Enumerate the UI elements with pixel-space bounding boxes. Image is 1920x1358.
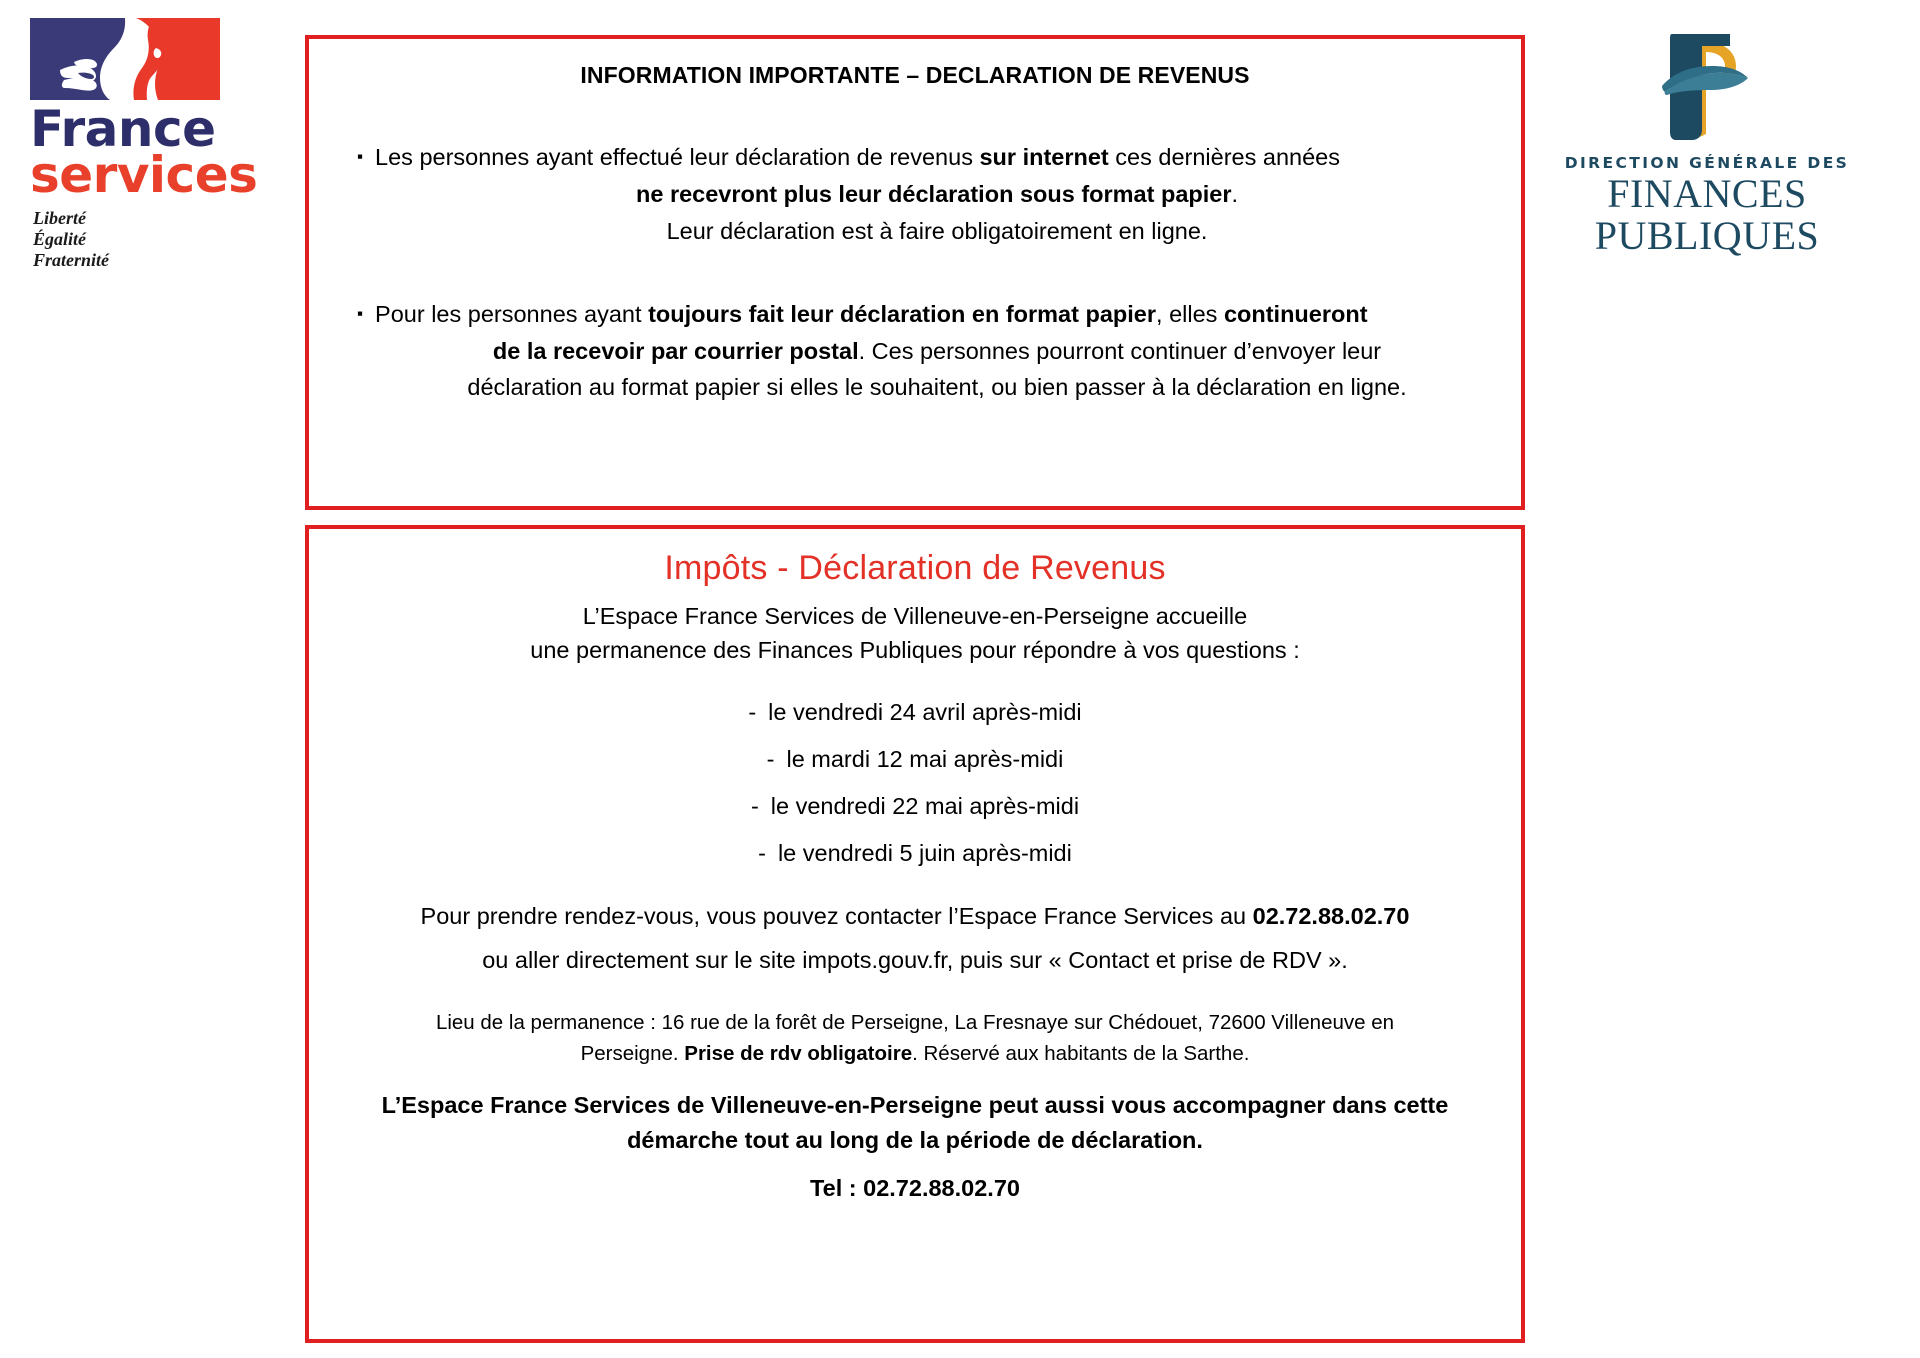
- impots-declaration-box: [305, 525, 1525, 1343]
- dash-marker: -: [748, 699, 757, 726]
- impots-lead-line: L’Espace France Services de Villeneuve-en-Perseigne accueille: [582, 603, 1248, 629]
- motto-fraternite: Fraternité: [33, 250, 110, 271]
- info-bullet-item: [309, 296, 1521, 407]
- marianne-flag-icon: [30, 18, 220, 100]
- dgfip-title: FINANCES PUBLIQUES: [1594, 171, 1820, 258]
- logo-word-france: France: [30, 100, 216, 158]
- info-box-title: INFORMATION IMPORTANTE – DECLARATION DE REVENUS: [580, 62, 1250, 88]
- dgfip-logo: [1512, 20, 1902, 257]
- text-line: de la recevoir par courrier postal. Ces personnes pourront continuer d’envoyer leur: [492, 337, 1382, 364]
- information-importante-box: [305, 35, 1525, 510]
- dgfip-subtitle: DIRECTION GÉNÉRALE DES: [1564, 154, 1850, 172]
- text-line: ou aller directement sur le site impots.gouv.fr, puis sur « Contact et prise de RDV ».: [482, 946, 1348, 973]
- closing-line: démarche tout au long de la période de déclaration.: [627, 1127, 1203, 1154]
- bullet-square-icon: ▪: [357, 147, 364, 166]
- text-line: Lieu de la permanence : 16 rue de la forêt de Perseigne, La Fresnaye sur Chédouet, 72600 Villeneuve en: [435, 1011, 1395, 1035]
- text-line: Les personnes ayant effectué leur déclaration de revenus sur internet ces dernières années: [375, 144, 1340, 170]
- closing-line: L’Espace France Services de Villeneuve-en-Perseigne peut aussi vous accompagner dans cette: [381, 1091, 1449, 1118]
- republic-motto: [33, 208, 260, 272]
- dgfip-fp-monogram-icon: [1632, 20, 1782, 150]
- motto-liberte: Liberté: [33, 208, 86, 228]
- france-services-logo: [30, 18, 260, 272]
- impots-lead-text: [309, 599, 1521, 667]
- dash-marker: -: [766, 746, 775, 773]
- impots-lead-line: une permanence des Finances Publiques pour répondre à vos questions :: [530, 637, 1300, 664]
- date-label: le vendredi 5 juin après-midi: [777, 840, 1072, 867]
- motto-egalite: Égalité: [33, 229, 86, 250]
- text-line: ne recevront plus leur déclaration sous format papier.: [636, 180, 1239, 207]
- text-line: Leur déclaration est à faire obligatoirement en ligne.: [666, 217, 1208, 244]
- venue-details: [309, 1008, 1521, 1070]
- dash-marker: -: [750, 793, 759, 820]
- impots-box-title: Impôts - Déclaration de Revenus: [664, 549, 1166, 587]
- info-bullet-1-text: [375, 139, 1499, 250]
- list-item: [309, 793, 1521, 820]
- text-line: Pour prendre rendez-vous, vous pouvez contacter l’Espace France Services au 02.72.88.02.70: [420, 903, 1410, 930]
- dash-marker: -: [758, 840, 766, 867]
- date-label: le vendredi 24 avril après-midi: [768, 699, 1082, 726]
- text-line: Perseigne. Prise de rdv obligatoire. Réservé aux habitants de la Sarthe.: [580, 1041, 1250, 1065]
- telephone-final: Tel : 02.72.88.02.70: [810, 1175, 1020, 1201]
- date-label: le vendredi 22 mai après-midi: [770, 793, 1080, 820]
- info-bullet-item: [309, 139, 1521, 250]
- closing-statement: [309, 1088, 1521, 1159]
- logo-word-services: services: [30, 146, 258, 204]
- permanence-date-list: [309, 699, 1521, 867]
- text-line: déclaration au format papier si elles le souhaitent, ou bien passer à la déclaration en ligne.: [467, 374, 1407, 401]
- text-line: Pour les personnes ayant toujours fait leur déclaration en format papier, elles continueront: [375, 300, 1368, 327]
- list-item: [309, 699, 1521, 726]
- date-label: le mardi 12 mai après-midi: [786, 746, 1064, 773]
- info-bullet-2-text: [375, 296, 1499, 407]
- france-services-wordmark: [30, 100, 260, 204]
- bullet-square-icon: ▪: [357, 303, 364, 323]
- list-item: [309, 746, 1521, 773]
- contact-instructions: [309, 895, 1521, 982]
- list-item: [309, 840, 1521, 867]
